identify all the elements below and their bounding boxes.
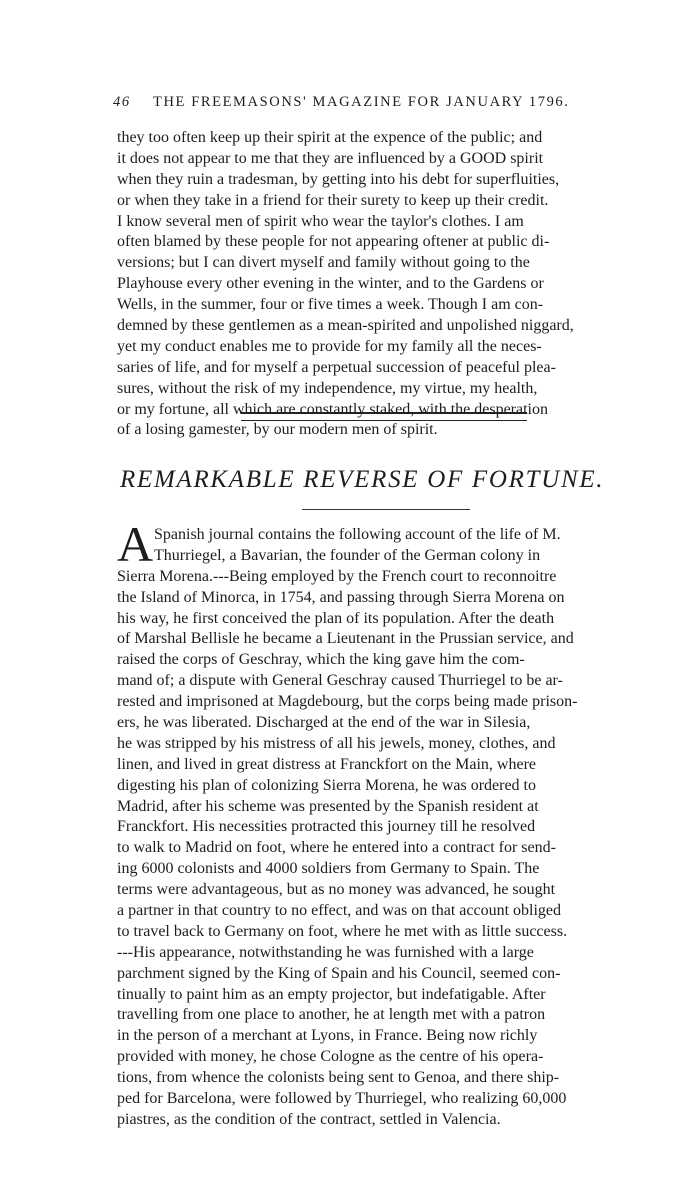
section-divider	[241, 412, 527, 421]
text-line: sures, without the risk of my independence, my virtue, my health,	[117, 379, 538, 397]
title-underline-rule	[302, 509, 470, 510]
text-line: it does not appear to me that they are influenced by a GOOD spirit	[117, 149, 544, 167]
text-line: they too often keep up their spirit at the expence of the public; and	[117, 129, 543, 146]
text-line: parchment signed by the King of Spain and his Council, seemed con-	[117, 964, 561, 982]
text-line: piastres, as the condition of the contract, settled in Valencia.	[117, 1110, 501, 1128]
text-line: mand of; a dispute with General Geschray caused Thurriegel to be ar-	[117, 672, 563, 690]
text-line: Sierra Morena.---Being employed by the French court to reconnoitre	[117, 567, 557, 585]
text-line: yet my conduct enables me to provide for my family all the neces-	[117, 337, 542, 355]
text-line: often blamed by these people for not appearing oftener at public di-	[117, 233, 550, 251]
text-line: he was stripped by his mistress of all his jewels, money, clothes, and	[117, 734, 556, 752]
page-header	[113, 94, 653, 116]
text-line: to walk to Madrid on foot, where he entered into a contract for send-	[117, 839, 556, 857]
text-line: tinually to paint him as an empty projector, but indefatigable. After	[117, 985, 546, 1003]
page-number: 46	[113, 94, 131, 110]
text-line: when they ruin a tradesman, by getting into his debt for superfluities,	[117, 170, 560, 188]
previous-article-ending	[117, 128, 647, 441]
text-line: travelling from one place to another, he at length met with a patron	[117, 1006, 546, 1024]
text-line: or my fortune, all which are constantly staked, with the desperation	[117, 400, 548, 418]
text-line: his way, he first conceived the plan of its population. After the death	[117, 609, 555, 627]
text-line: or when they take in a friend for their surety to keep up their credit.	[117, 191, 549, 209]
text-line: in the person of a merchant at Lyons, in France. Being now richly	[117, 1027, 538, 1045]
text-line: the Island of Minorca, in 1754, and passing through Sierra Morena on	[117, 588, 565, 606]
text-line: to travel back to Germany on foot, where he met with as little success.	[117, 922, 568, 940]
article-title: REMARKABLE REVERSE OF FORTUNE.	[120, 466, 605, 493]
text-line: raised the corps of Geschray, which the king gave him the com-	[117, 651, 525, 669]
text-line: a partner in that country to no effect, and was on that account obliged	[117, 902, 561, 920]
text-line: provided with money, he chose Cologne as the centre of his opera-	[117, 1048, 544, 1066]
text-line: ped for Barcelona, were followed by Thurriegel, who realizing 60,000	[117, 1090, 567, 1108]
drop-cap: A	[117, 516, 154, 572]
text-line: ---His appearance, notwithstanding he was furnished with a large	[117, 943, 534, 961]
text-line: of Marshal Bellisle he became a Lieutenant in the Prussian service, and	[117, 630, 574, 648]
text-line: I know several men of spirit who wear the taylor's clothes. I am	[117, 212, 524, 230]
text-line: ers, he was liberated. Discharged at the end of the war in Silesia,	[117, 714, 531, 732]
running-head: THE FREEMASONS' MAGAZINE FOR JANUARY 1796.	[153, 94, 570, 110]
text-line: of a losing gamester, by our modern men of spirit.	[117, 421, 438, 439]
text-line: Thurriegel, a Bavarian, the founder of the German colony in	[154, 546, 541, 564]
text-line: tions, from whence the colonists being sent to Genoa, and there ship-	[117, 1069, 560, 1087]
text-line: Franckfort. His necessities protracted this journey till he resolved	[117, 818, 536, 836]
text-line: digesting his plan of colonizing Sierra Morena, he was ordered to	[117, 776, 536, 794]
text-line: rested and imprisoned at Magdebourg, but the corps being made prison-	[117, 693, 578, 711]
text-line: Madrid, after his scheme was presented by the Spanish resident at	[117, 797, 539, 815]
text-line: Playhouse every other evening in the winter, and to the Gardens or	[117, 275, 544, 293]
text-line: Spanish journal contains the following account of the life of M.	[154, 526, 561, 543]
text-line: demned by these gentlemen as a mean-spirited and unpolished niggard,	[117, 317, 574, 335]
text-line: linen, and lived in great distress at Franckfort on the Main, where	[117, 755, 536, 773]
text-line: saries of life, and for myself a perpetual succession of peaceful plea-	[117, 358, 556, 376]
text-line: ing 6000 colonists and 4000 soldiers from Germany to Spain. The	[117, 860, 540, 878]
article-body	[117, 525, 647, 1131]
text-line: versions; but I can divert myself and family without going to the	[117, 254, 530, 272]
text-line: Wells, in the summer, four or five times a week. Though I am con-	[117, 296, 544, 314]
text-line: terms were advantageous, but as no money was advanced, he sought	[117, 881, 556, 899]
